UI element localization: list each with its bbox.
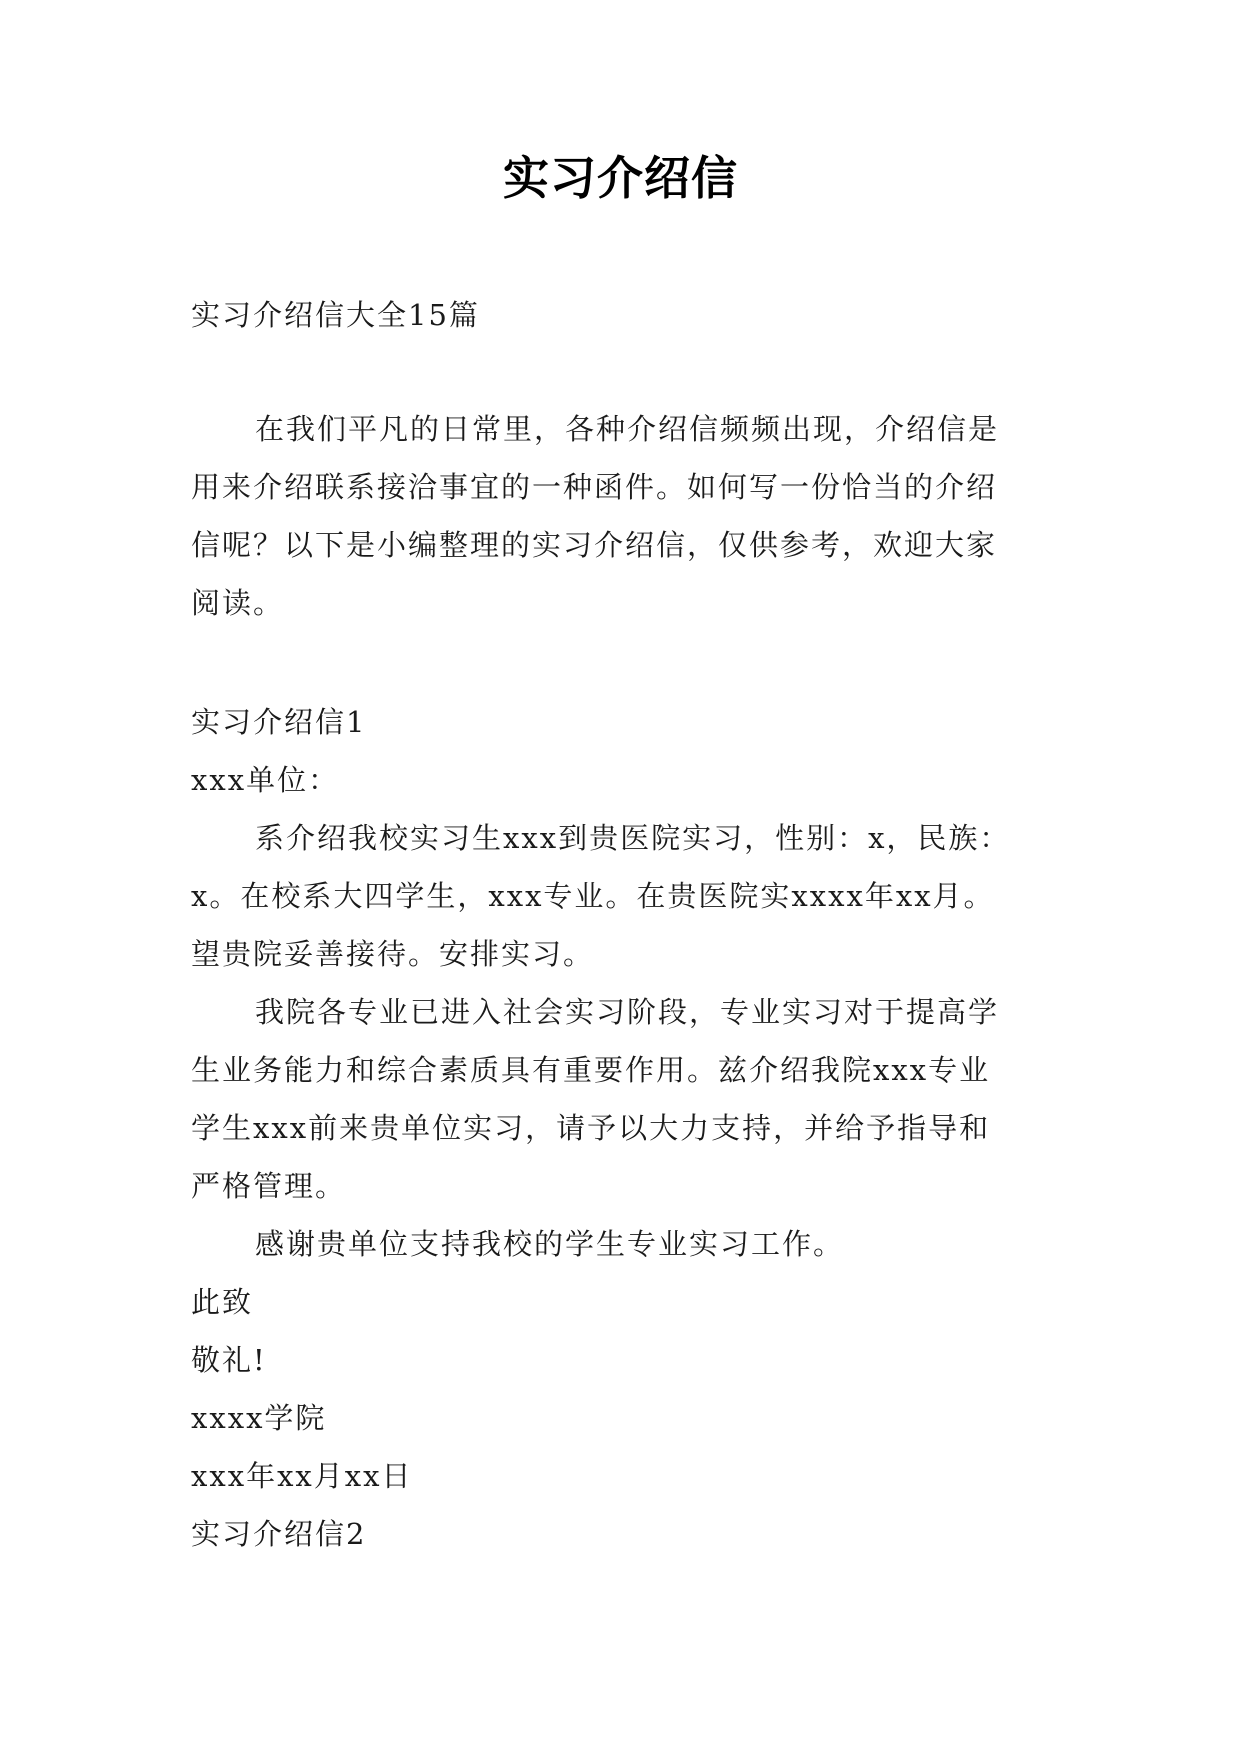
body-line-1: 系介绍我校实习生xxx到贵医院实习，性别：x，民族：	[255, 821, 1011, 855]
body-line-7: 严格管理。	[191, 1169, 347, 1203]
recipient-line: xxx单位：	[191, 763, 340, 797]
closing-line-2: 敬礼!	[191, 1343, 267, 1377]
body-line-2: x。在校系大四学生，xxx专业。在贵医院实xxxx年xx月。	[191, 879, 995, 913]
intro-line-4: 阅读。	[191, 586, 285, 620]
section-heading-1: 实习介绍信1	[191, 705, 367, 739]
body-line-4: 我院各专业已进入社会实习阶段，专业实习对于提高学	[255, 995, 1000, 1029]
closing-line-1: 此致	[191, 1285, 254, 1319]
intro-line-2: 用来介绍联系接洽事宜的一种函件。如何写一份恰当的介绍	[191, 470, 998, 504]
signature-line: xxxx学院	[191, 1401, 327, 1435]
body-line-3: 望贵院妥善接待。安排实习。	[191, 937, 595, 971]
thanks-line: 感谢贵单位支持我校的学生专业实习工作。	[255, 1227, 845, 1261]
date-line: xxx年xx月xx日	[191, 1459, 413, 1493]
subtitle-line: 实习介绍信大全15篇	[191, 298, 480, 332]
body-line-6: 学生xxx前来贵单位实习，请予以大力支持，并给予指导和	[191, 1111, 991, 1145]
intro-line-1: 在我们平凡的日常里，各种介绍信频频出现，介绍信是	[255, 412, 1000, 446]
intro-line-3: 信呢？以下是小编整理的实习介绍信，仅供参考，欢迎大家	[191, 528, 998, 562]
document-title: 实习介绍信	[503, 151, 738, 205]
section-heading-2: 实习介绍信2	[191, 1517, 367, 1551]
body-line-5: 生业务能力和综合素质具有重要作用。兹介绍我院xxx专业	[191, 1053, 991, 1087]
